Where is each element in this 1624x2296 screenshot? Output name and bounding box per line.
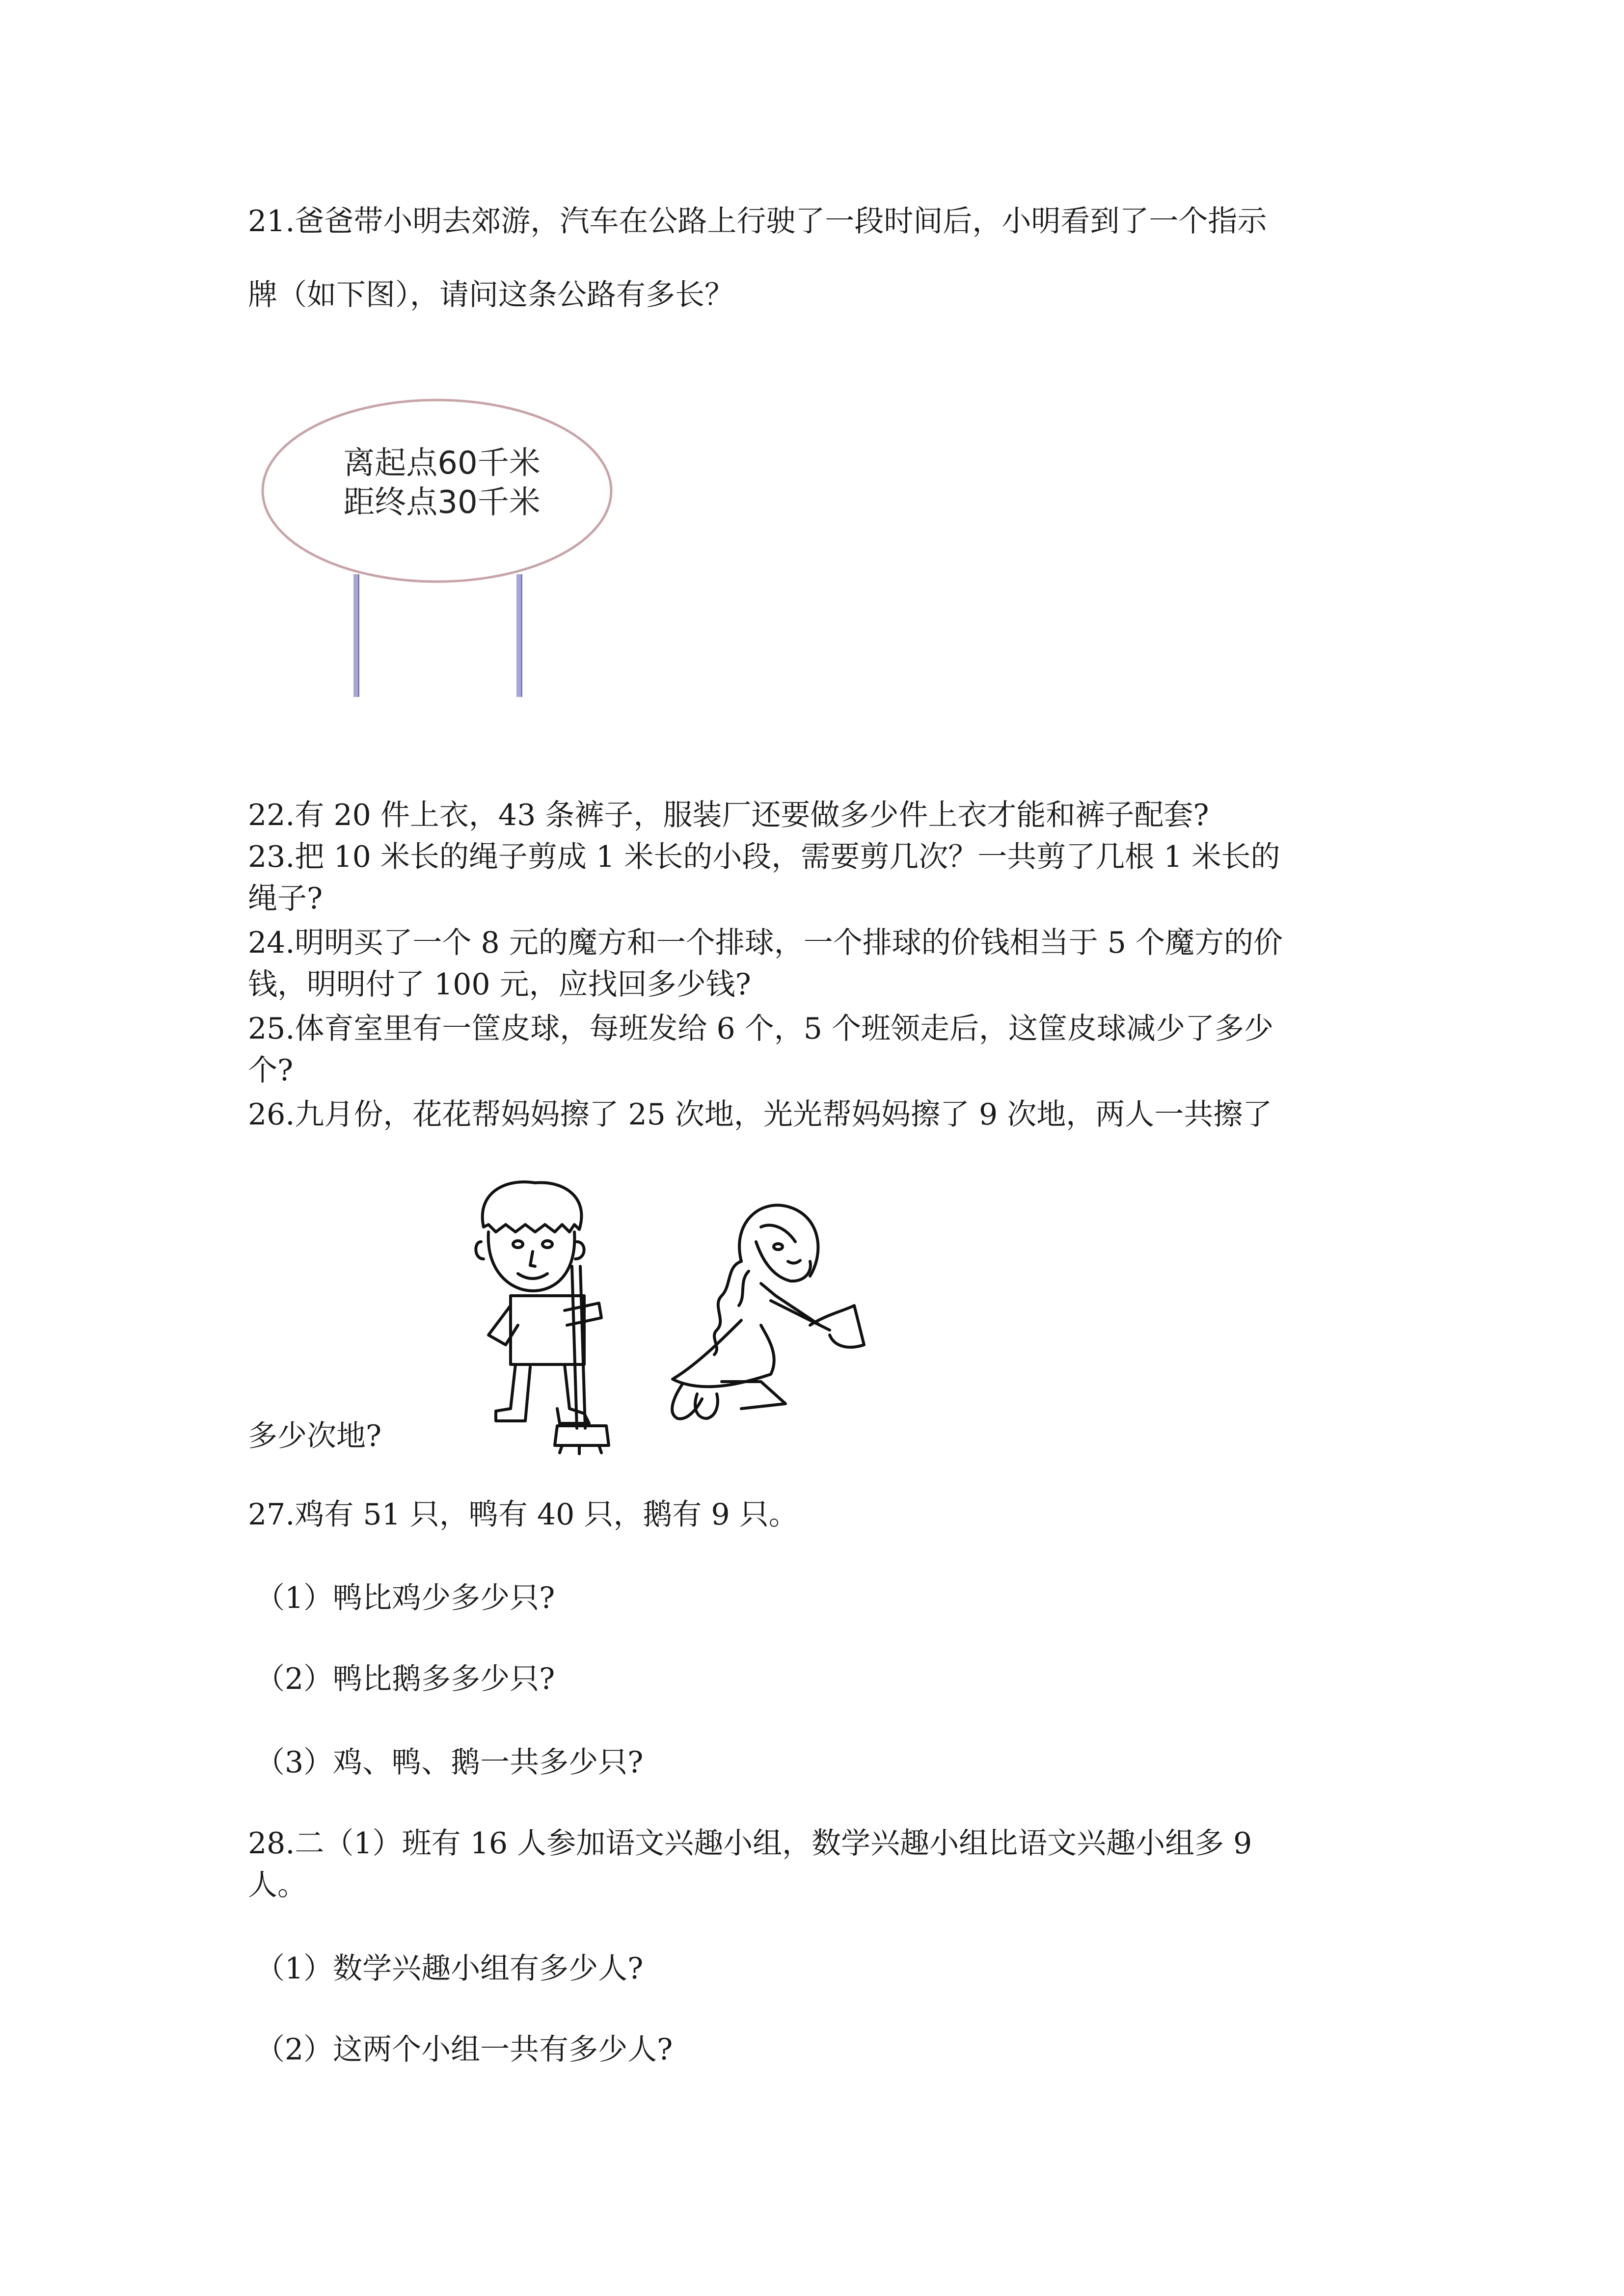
sign-line-distance-from-start: 离起点60千米 — [343, 445, 541, 481]
q25-line2: 个? — [248, 1053, 294, 1088]
sign-post-left — [353, 574, 359, 697]
girl-wiping-floor-figure — [672, 1205, 864, 1419]
road-sign-illustration — [255, 388, 619, 712]
q21-line2: 牌（如下图），请问这条公路有多长？ — [248, 278, 734, 312]
q23-line1: 23.把 10 米长的绳子剪成 1 米长的小段，需要剪几次？一共剪了几根 1 米长的 — [248, 840, 1280, 874]
q25-line1: 25.体育室里有一筐皮球，每班发给 6 个，5 个班领走后，这筐皮球减少了多少 — [248, 1012, 1273, 1046]
q27-sub3: （3）鸡、鸭、鹅一共多少只? — [255, 1745, 644, 1780]
q21-line1: 21.爸爸带小明去郊游，汽车在公路上行驶了一段时间后，小明看到了一个指示 — [248, 204, 1267, 239]
q27-sub2: （2）鸭比鹅多多少只? — [255, 1662, 555, 1696]
q28-line1: 28.二（1）班有 16 人参加语文兴趣小组，数学兴趣小组比语文兴趣小组多 9 — [248, 1826, 1252, 1861]
q28-sub2: （2）这两个小组一共有多少人? — [255, 2032, 673, 2067]
q26-line2: 多少次地? — [248, 1419, 382, 1453]
sign-post-right — [516, 574, 522, 697]
q24-line2: 钱，明明付了 100 元，应找回多少钱? — [248, 967, 751, 1002]
q27-sub1: （1）鸭比鸡少多少只? — [255, 1581, 555, 1615]
sign-line-distance-to-end: 距终点30千米 — [343, 484, 541, 521]
boy-with-mop-figure — [476, 1182, 609, 1454]
mopping-children-illustration — [466, 1178, 982, 1463]
q23-line2: 绳子? — [248, 881, 323, 916]
q27-stem: 27.鸡有 51 只，鸭有 40 只，鹅有 9 只。 — [248, 1497, 798, 1532]
q22-text: 22.有 20 件上衣，43 条裤子，服装厂还要做多少件上衣才能和裤子配套? — [248, 798, 1209, 832]
q28-sub1: （1）数学兴趣小组有多少人? — [255, 1951, 644, 1986]
q26-line1: 26.九月份，花花帮妈妈擦了 25 次地，光光帮妈妈擦了 9 次地，两人一共擦了 — [248, 1097, 1272, 1132]
q24-line1: 24.明明买了一个 8 元的魔方和一个排球，一个排球的价钱相当于 5 个魔方的价 — [248, 926, 1283, 960]
q28-line2: 人。 — [248, 1868, 307, 1902]
